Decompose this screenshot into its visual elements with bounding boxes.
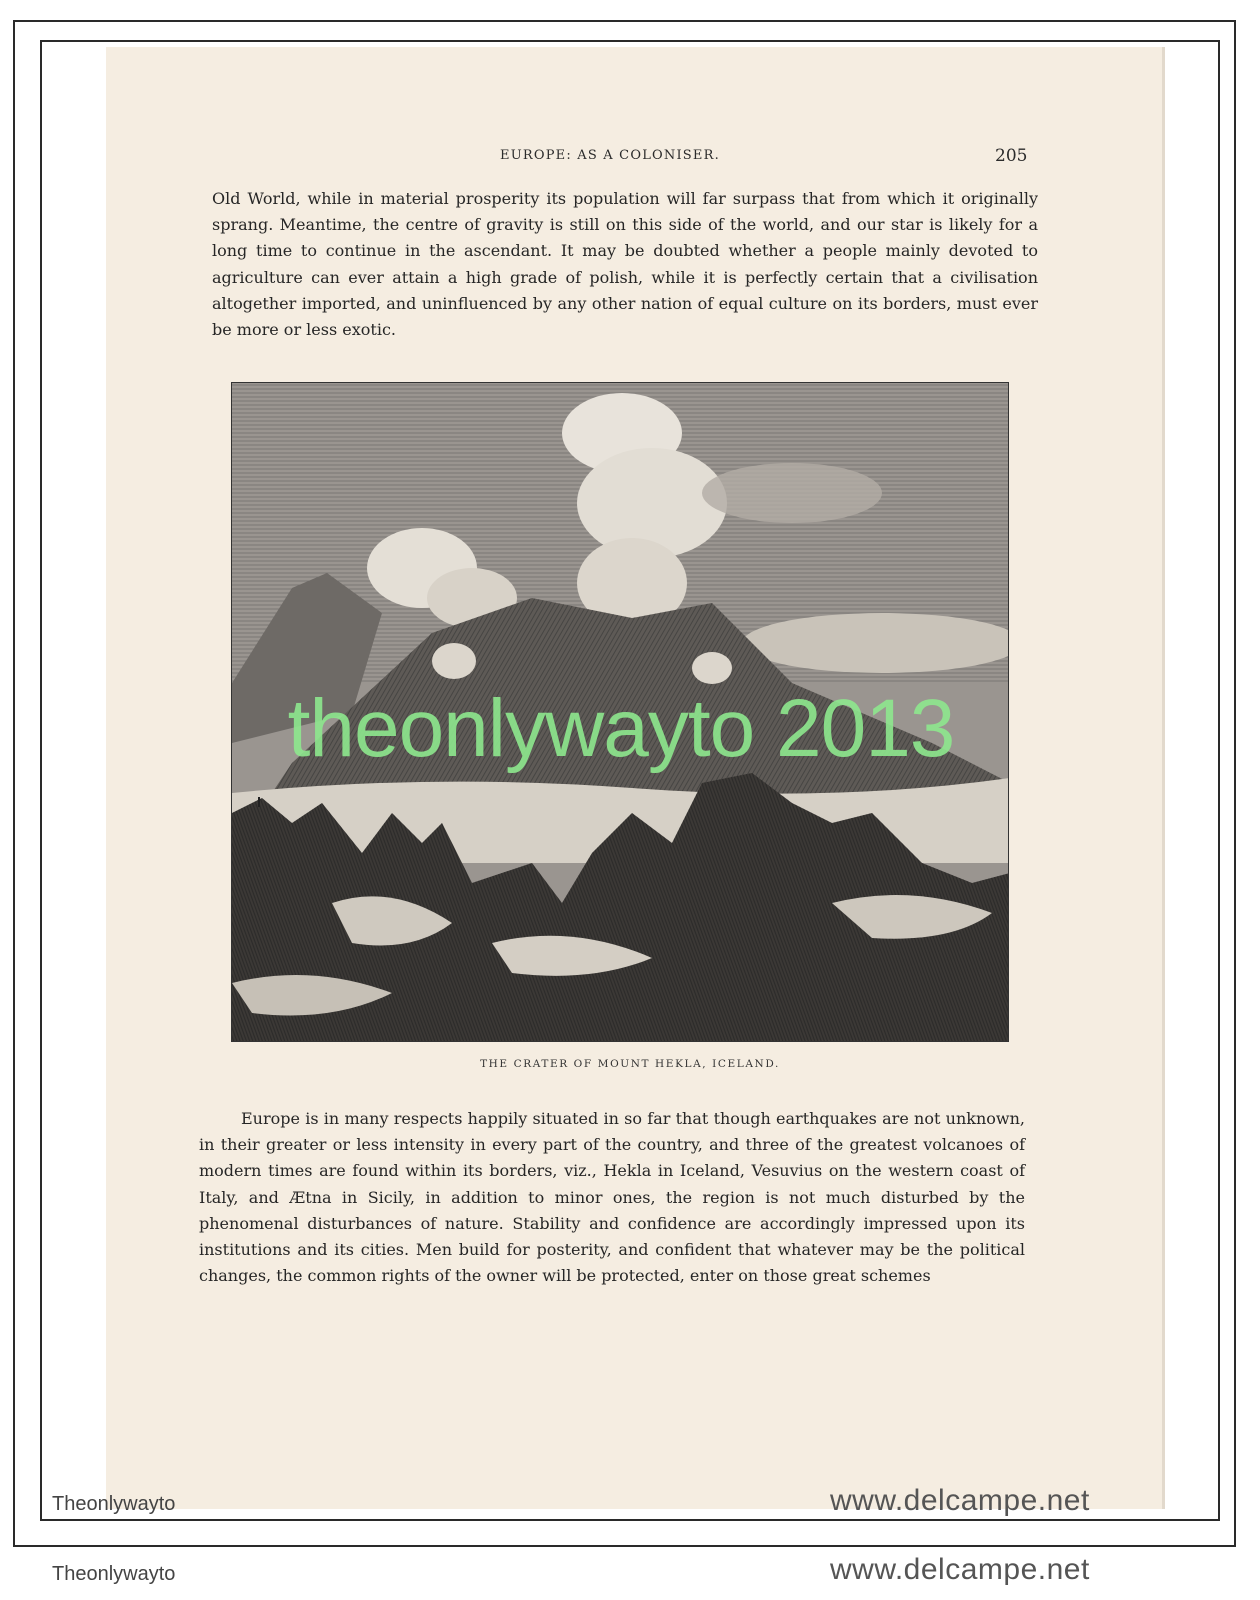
page-number: 205 — [995, 146, 1028, 166]
running-title: EUROPE: AS A COLONISER. — [500, 148, 720, 163]
page-header — [0, 148, 1260, 178]
figure-caption: THE CRATER OF MOUNT HEKLA, ICELAND. — [480, 1058, 780, 1070]
seller-name-2: Theonlywayto — [52, 1563, 176, 1585]
seller-name-1: Theonlywayto — [52, 1493, 176, 1515]
paragraph-bottom: Europe is in many respects happily situated in so far that though earthquakes are not unknown, in their greater or less intensity in every part of the country, and three of the greatest volcanoes of modern times are found within its borders, viz., Hekla in Iceland, Vesuvius on the western coast of Italy, and Ætna in Sicily, in addition to minor ones, the region is not much disturbed by the phenomenal disturbances of nature. Stability and confidence are accordingly impressed upon its institutions and its cities. Men build for posterity, and confident that whatever may be the political changes, the common rights of the owner will be protected, enter on those great schemes — [199, 1109, 1025, 1286]
page-edge — [1162, 47, 1165, 1509]
paragraph-top: Old World, while in material prosperity its population will far surpass that from which it originally sprang. Meantime, the centre of gravity is still on this side of the world, and our star is likely for a long time to continue in the ascendant. It may be doubted whether a people mainly devoted to agriculture can ever attain a high grade of polish, while it is perfectly certain that a civilisation altogether imported, and uninfluenced by any other nation of equal culture on its borders, must ever be more or less exotic. — [212, 189, 1038, 340]
watermark-text: theonlywayto 2013 — [287, 683, 955, 774]
site-url-1[interactable]: www.delcampe.net — [830, 1484, 1090, 1517]
site-url-2[interactable]: www.delcampe.net — [830, 1553, 1090, 1586]
